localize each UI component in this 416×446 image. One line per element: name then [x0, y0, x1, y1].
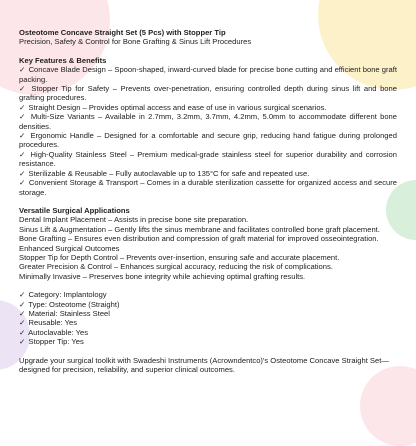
check-icon: ✓ — [19, 299, 26, 309]
feature-item: ✓ Stopper Tip for Safety – Prevents over-penetration, ensuring controlled depth during sinus lift and bone grafting procedures. — [19, 84, 397, 103]
check-icon: ✓ — [19, 131, 27, 141]
applications-heading: Versatile Surgical Applications — [19, 205, 130, 215]
feature-item: ✓ Concave Blade Design – Spoon-shaped, inward-curved blade for precise bone cutting and efficient bone graft packing. — [19, 65, 397, 84]
check-icon: ✓ — [19, 149, 27, 159]
application-line: Stopper Tip for Depth Control – Prevents over-insertion, ensuring safe and accurate placement. — [19, 252, 340, 262]
check-icon: ✓ — [19, 327, 26, 337]
check-icon: ✓ — [19, 290, 26, 300]
check-icon: ✓ — [19, 168, 26, 178]
product-subtitle: Precision, Safety & Control for Bone Grafting & Sinus Lift Procedures — [19, 37, 252, 47]
product-title: Osteotome Concave Straight Set (5 Pcs) with Stopper Tip — [19, 28, 226, 37]
feature-item: ✓ Convenient Storage & Transport – Comes in a durable sterilization cassette for organized access and secure storage. — [19, 178, 397, 197]
application-line: Sinus Lift & Augmentation – Gently lifts the sinus membrane and facilitates controlled bone graft placement. — [19, 224, 380, 234]
spec-item: ✓ Reusable: Yes — [19, 318, 78, 328]
application-line: Dental Implant Placement – Assists in precise bone site preparation. — [19, 215, 249, 225]
feature-item: ✓ Sterilizable & Reusable – Fully autoclavable up to 135°C for safe and repeated use. — [19, 168, 310, 178]
features-list — [19, 65, 397, 197]
closing-paragraph: Upgrade your surgical toolkit with Swadeshi Instruments (Acrowndentco)'s Osteotome Concave Straight Set—designed for precision, reliability, and superior clinical outcomes. — [19, 355, 389, 374]
application-line: Greater Precision & Control – Enhances surgical accuracy, reducing the risk of complications. — [19, 262, 333, 272]
feature-item: ✓ Straight Design – Provides optimal access and ease of use in various surgical scenarios. — [19, 102, 327, 112]
check-icon: ✓ — [19, 337, 26, 347]
feature-item: ✓ Ergonomic Handle – Designed for a comfortable and secure grip, reducing hand fatigue during prolonged procedures. — [19, 131, 397, 150]
check-icon: ✓ — [19, 112, 27, 122]
feature-item: ✓ Multi-Size Variants – Available in 2.7mm, 3.2mm, 3.7mm, 4.2mm, 5.0mm to accommodate different bone densities. — [19, 112, 397, 131]
spec-item: ✓ Type: Osteotome (Straight) — [19, 299, 120, 309]
applications-list — [19, 215, 397, 281]
feature-item: ✓ High-Quality Stainless Steel – Premium medical-grade stainless steel for superior durability and corrosion resistance. — [19, 149, 397, 169]
spec-item: ✓ Category: Implantology — [19, 290, 107, 300]
check-icon: ✓ — [19, 84, 27, 94]
application-line: Bone Grafting – Ensures even distribution and compression of graft material for improved osseointegration. — [19, 234, 379, 244]
check-icon: ✓ — [19, 308, 26, 318]
features-heading: Key Features & Benefits — [19, 55, 107, 65]
spec-item: ✓ Material: Stainless Steel — [19, 308, 110, 318]
check-icon: ✓ — [19, 65, 26, 75]
check-icon: ✓ — [19, 318, 26, 328]
application-line: Enhanced Surgical Outcomes — [19, 243, 120, 253]
spec-item: ✓ Autoclavable: Yes — [19, 327, 89, 337]
check-icon: ✓ — [19, 102, 26, 112]
application-line: Minimally Invasive – Preserves bone integrity while achieving optimal grafting results. — [19, 271, 306, 281]
product-description — [19, 28, 397, 374]
spec-item: ✓ Stopper Tip: Yes — [19, 337, 84, 347]
decor-circle-pink-bottom — [360, 366, 416, 446]
check-icon: ✓ — [19, 178, 26, 188]
specs-list — [19, 290, 397, 346]
